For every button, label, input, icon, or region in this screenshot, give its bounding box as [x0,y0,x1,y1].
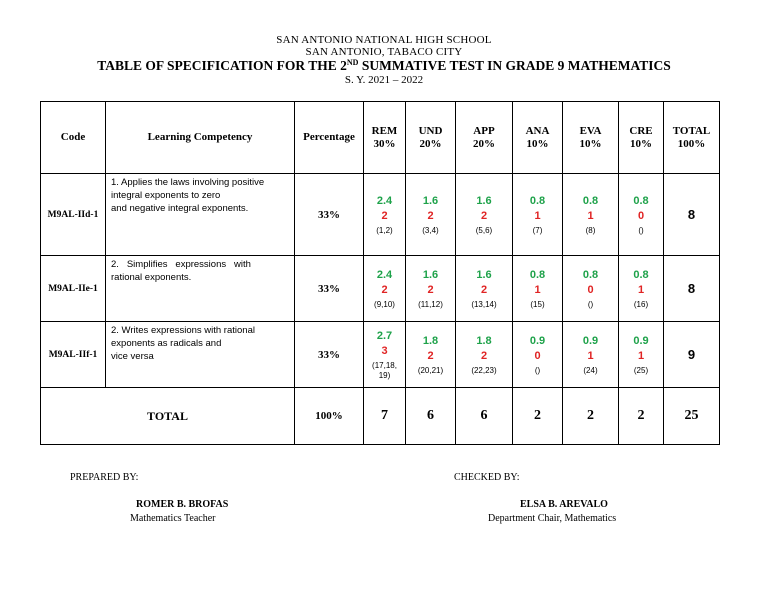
learning-competency [106,322,295,388]
app-items: (13,14) [471,299,497,309]
eva-items: (24) [583,365,598,375]
cre-count: 1 [637,349,645,362]
ana-items: (7) [532,225,543,235]
total-cre: 2 [619,388,664,445]
cre-count: 0 [637,209,645,222]
totals-row [41,388,720,445]
header-app-pct: 20% [473,137,495,150]
eva-count: 0 [587,283,594,296]
header-total-pct: 100% [677,137,706,150]
header-rem-pct: 30% [373,137,396,150]
total-eva: 2 [563,388,619,445]
cre-cell [619,256,664,322]
rem-allocation: 2.7 [376,329,393,342]
app-cell [456,322,513,388]
cre-items: (16) [633,299,649,309]
app-allocation: 1.6 [476,194,492,207]
checked-by-label: CHECKED BY: [454,472,520,483]
header-und [406,102,456,174]
eva-cell [563,174,619,256]
header-total-label: TOTAL [672,124,711,137]
table-row [41,322,720,388]
app-count: 2 [480,283,488,296]
rem-items: (9,10) [374,299,395,309]
totals-label: TOTAL [41,388,295,445]
competency-line: exponents as radicals and [111,338,222,349]
header-code: Code [41,102,106,174]
header-rem [364,102,406,174]
competency-line: 2. Simplifies expressions with [111,259,251,270]
eva-count: 1 [587,349,594,362]
eva-items: (8) [585,225,596,235]
competency-code: M9AL-IIf-1 [41,322,106,388]
und-cell [406,256,456,322]
checker-role: Department Chair, Mathematics [488,513,617,524]
header-eva [563,102,619,174]
preparer-name: ROMER B. BROFAS [136,499,229,510]
app-items: (22,23) [471,365,497,375]
learning-competency [106,256,295,322]
title-superscript: ND [346,58,359,67]
rem-allocation: 2.4 [376,268,393,281]
cre-allocation: 0.8 [633,194,649,207]
cre-cell [619,174,664,256]
und-cell [406,174,456,256]
header-ana-pct: 10% [526,137,549,150]
cre-items: (25) [633,365,649,375]
school-year: S. Y. 2021 – 2022 [344,74,424,86]
ana-count: 1 [534,283,541,296]
und-count: 2 [427,349,434,362]
cre-cell [619,322,664,388]
header-competency: Learning Competency [106,102,295,174]
ana-cell [513,174,563,256]
ana-allocation: 0.8 [529,194,546,207]
competency-code: M9AL-IIe-1 [41,256,106,322]
rem-cell [364,322,406,388]
competency-line: rational exponents. [111,272,192,283]
app-allocation: 1.8 [476,334,492,347]
table-row [41,256,720,322]
header-app [456,102,513,174]
rem-items: (17,18, [372,360,397,370]
rem-allocation: 2.4 [376,194,393,207]
ana-allocation: 0.8 [529,268,546,281]
row-percentage: 33% [295,256,364,322]
rem-items: (1,2) [376,225,393,235]
table-header-row [41,102,720,174]
competency-line: 1. Applies the laws involving positive [111,177,265,188]
header-und-pct: 20% [419,137,442,150]
learning-competency [106,174,295,256]
school-name: SAN ANTONIO NATIONAL HIGH SCHOOL [276,34,492,46]
eva-items: () [587,299,594,309]
und-allocation: 1.8 [422,334,439,347]
rem-cell [364,174,406,256]
eva-cell [563,256,619,322]
ana-cell [513,322,563,388]
row-total: 9 [664,322,720,388]
document-title [0,58,768,74]
checker-name: ELSA B. AREVALO [520,499,608,510]
app-cell [456,174,513,256]
rem-count: 2 [381,209,388,222]
header-rem-label: REM [371,124,398,137]
und-items: (3,4) [422,225,439,235]
header-cre [619,102,664,174]
competency-line: integral exponents to zero [111,190,221,201]
ana-count: 0 [534,349,541,362]
row-total: 8 [664,174,720,256]
row-percentage: 33% [295,174,364,256]
total-ana: 2 [513,388,563,445]
und-items: (20,21) [417,365,444,375]
total-app: 6 [456,388,513,445]
grand-total: 25 [664,388,720,445]
ana-items: (15) [530,299,545,309]
competency-code: M9AL-IId-1 [41,174,106,256]
row-total: 8 [664,256,720,322]
table-row [41,174,720,256]
ana-cell [513,256,563,322]
eva-count: 1 [587,209,594,222]
school-location: SAN ANTONIO, TABACO CITY [305,46,463,58]
header-und-label: UND [418,124,443,137]
cre-count: 1 [637,283,645,296]
competency-line: 2. Writes expressions with rational [111,325,255,336]
ana-items: () [534,365,541,375]
app-allocation: 1.6 [476,268,492,281]
eva-allocation: 0.8 [582,194,599,207]
header-ana-label: ANA [525,124,550,137]
header-percentage: Percentage [295,102,364,174]
und-allocation: 1.6 [422,268,439,281]
prepared-by-label: PREPARED BY: [70,472,139,483]
cre-allocation: 0.8 [633,268,649,281]
header-ana [513,102,563,174]
header-cre-label: CRE [629,124,653,137]
header-eva-pct: 10% [579,137,602,150]
rem-count: 2 [381,283,388,296]
und-items: (11,12) [418,299,443,309]
eva-allocation: 0.9 [582,334,599,347]
eva-allocation: 0.8 [582,268,599,281]
competency-line: vice versa [111,351,154,362]
header-eva-label: EVA [579,124,602,137]
header-cre-pct: 10% [630,137,652,150]
row-percentage: 33% [295,322,364,388]
und-cell [406,322,456,388]
total-rem: 7 [364,388,406,445]
app-cell [456,256,513,322]
ana-count: 1 [534,209,541,222]
title-suffix: SUMMATIVE TEST IN GRADE 9 MATHEMATICS [358,58,671,73]
app-items: (5,6) [475,225,493,235]
app-count: 2 [480,349,488,362]
header-total [664,102,720,174]
totals-percentage: 100% [295,388,364,445]
rem-cell [364,256,406,322]
und-allocation: 1.6 [422,194,439,207]
competency-line: and negative integral exponents. [111,203,249,214]
und-count: 2 [427,209,434,222]
cre-items: () [638,225,644,235]
rem-items-continued: 19) [378,370,391,380]
und-count: 2 [427,283,434,296]
ana-allocation: 0.9 [529,334,546,347]
rem-count: 3 [381,344,388,357]
specification-table [40,101,720,445]
preparer-role: Mathematics Teacher [130,513,216,524]
total-und: 6 [406,388,456,445]
header-app-label: APP [473,124,495,137]
app-count: 2 [480,209,488,222]
eva-cell [563,322,619,388]
cre-allocation: 0.9 [633,334,649,347]
title-prefix: TABLE OF SPECIFICATION FOR THE 2 [97,58,347,73]
